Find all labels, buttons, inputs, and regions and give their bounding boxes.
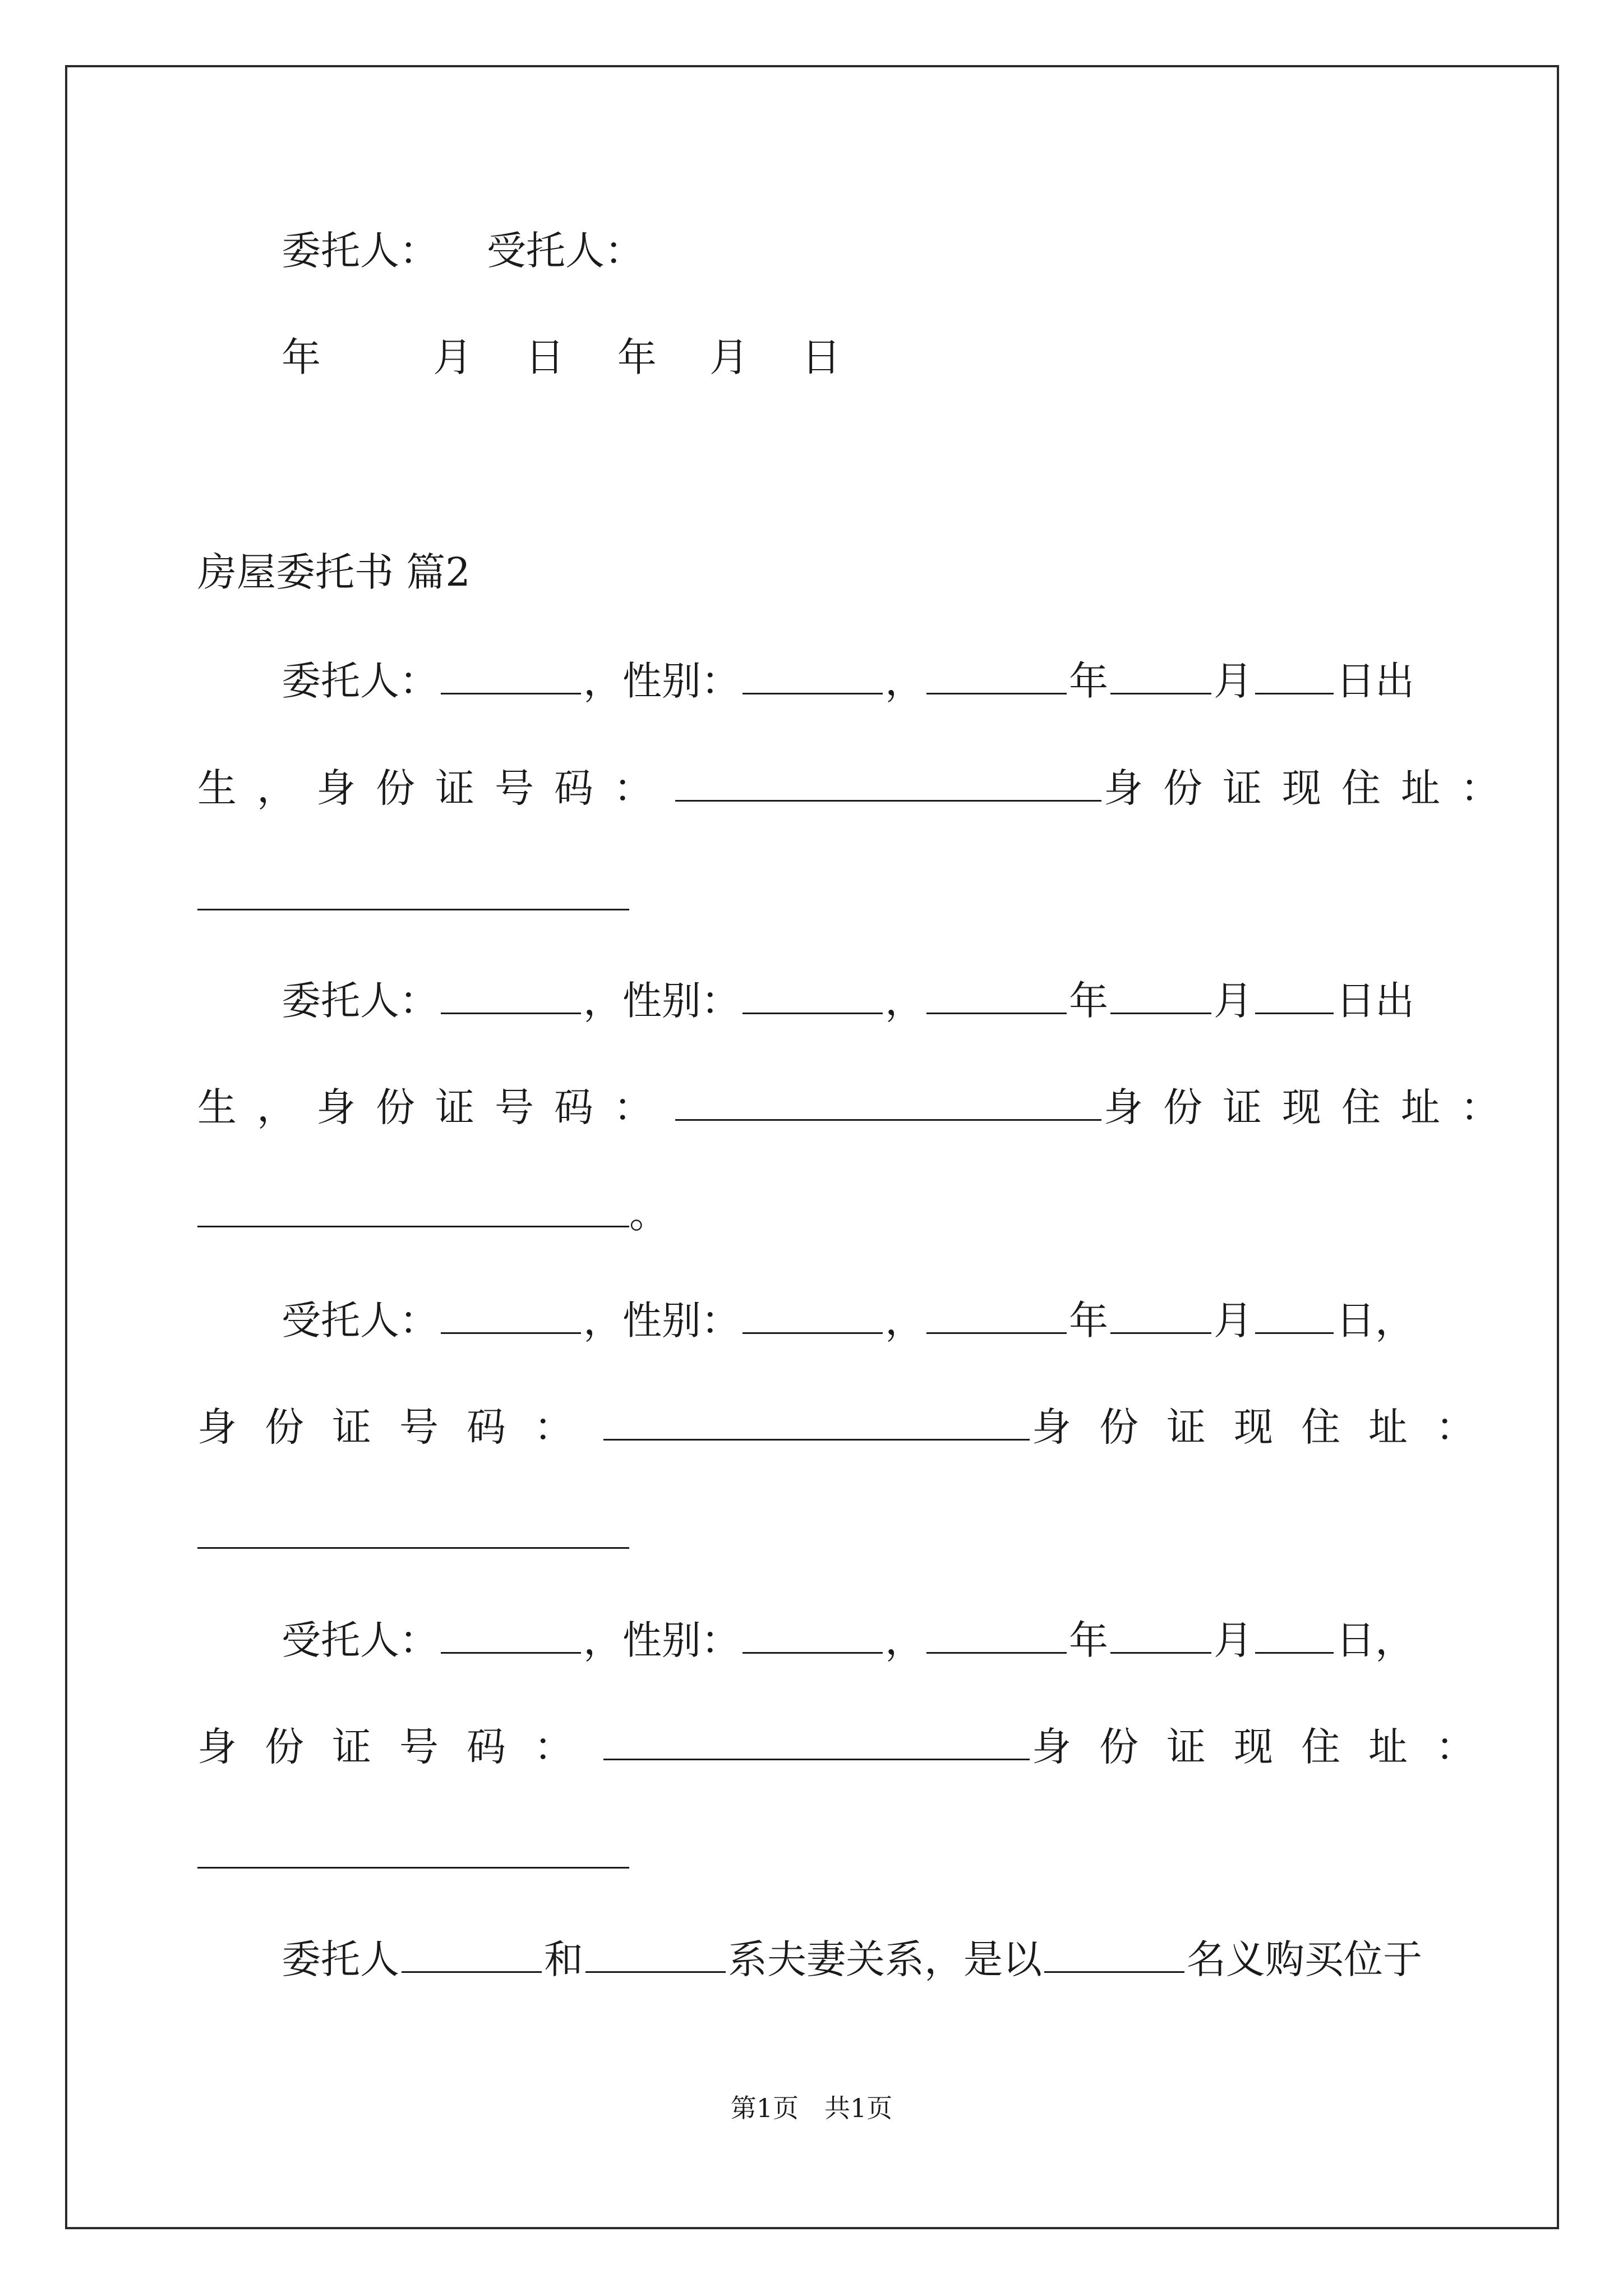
party-line-2 [197, 1401, 1503, 1452]
year-blank[interactable] [926, 1294, 1067, 1334]
signature-date-line [282, 332, 1515, 383]
address-blank[interactable] [197, 909, 629, 910]
address-line [197, 1188, 1431, 1239]
month-blank[interactable] [1110, 655, 1211, 694]
id-blank[interactable] [603, 1720, 1030, 1760]
party-line-2 [197, 762, 1520, 813]
day-blank[interactable] [1255, 655, 1334, 694]
party-line-1 [282, 1294, 1515, 1346]
address-blank[interactable] [197, 1188, 629, 1227]
role-label: 受托人： [282, 1297, 439, 1343]
party-line-2 [197, 1081, 1520, 1133]
agent-label: 受托人： [487, 228, 644, 274]
year-label: 年 [1069, 658, 1108, 704]
gender-blank[interactable] [743, 974, 883, 1014]
gender-label: ，性别： [583, 1617, 740, 1663]
role-label: 受托人： [282, 1617, 439, 1663]
gender-label: ，性别： [583, 978, 740, 1024]
address-blank[interactable] [197, 1547, 629, 1549]
month-label: 月 [1214, 1617, 1253, 1663]
text-part: 系夫妻关系，是以 [728, 1936, 1042, 1982]
day-label: 日出 [1336, 658, 1414, 704]
page-border [65, 65, 1559, 2229]
section-heading: 房屋委托书 篇2 [197, 549, 471, 595]
relationship-line [282, 1933, 1515, 1985]
name-blank[interactable] [1044, 1933, 1184, 1973]
id-blank[interactable] [675, 1081, 1101, 1121]
gender-label: ，性别： [583, 1297, 740, 1343]
id-label: 生，身份证号码： [197, 765, 673, 811]
year-blank[interactable] [926, 974, 1067, 1014]
address-blank[interactable] [197, 1867, 629, 1869]
text-part: 名义购买位于 [1187, 1936, 1422, 1982]
year-label: 年 [1069, 1617, 1108, 1663]
year-blank[interactable] [926, 1614, 1067, 1654]
day-blank[interactable] [1255, 1614, 1334, 1654]
party-line-1 [282, 655, 1515, 706]
month-blank[interactable] [1110, 1294, 1211, 1334]
party-line-2 [197, 1720, 1503, 1772]
day-label: 日， [1336, 1297, 1414, 1343]
gender-blank[interactable] [743, 1614, 883, 1654]
comma: ， [885, 978, 924, 1024]
name-blank[interactable] [585, 1933, 726, 1973]
year-label: 年 [1069, 1297, 1108, 1343]
comma: ， [885, 1617, 924, 1663]
month-label: 月 [1214, 1297, 1253, 1343]
month-blank[interactable] [1110, 974, 1211, 1014]
text-part: 委托人 [282, 1936, 399, 1982]
date-text: 年 月 日 年 月 日 [282, 334, 861, 380]
day-label: 日出 [1336, 978, 1414, 1024]
principal-label: 委托人： [282, 228, 439, 274]
page-footer: 第1页 共1页 [730, 2093, 893, 2123]
gender-label: ，性别： [583, 658, 740, 704]
party-line-1 [282, 974, 1515, 1026]
name-blank[interactable] [441, 655, 581, 694]
address-label: 身份证现住址： [1032, 1724, 1503, 1770]
gender-blank[interactable] [743, 655, 883, 694]
year-label: 年 [1069, 978, 1108, 1024]
role-label: 委托人： [282, 658, 439, 704]
id-blank[interactable] [675, 762, 1101, 802]
id-label: 身份证号码： [197, 1404, 601, 1450]
id-label: 身份证号码： [197, 1724, 601, 1770]
month-label: 月 [1214, 658, 1253, 704]
address-label: 身份证现住址： [1104, 1084, 1520, 1130]
day-label: 日， [1336, 1617, 1414, 1663]
name-blank[interactable] [441, 1614, 581, 1654]
month-label: 月 [1214, 978, 1253, 1024]
name-blank[interactable] [402, 1933, 542, 1973]
year-blank[interactable] [926, 655, 1067, 694]
text-part: 和 [544, 1936, 583, 1982]
period: 。 [629, 1191, 668, 1237]
address-label: 身份证现住址： [1032, 1404, 1503, 1450]
month-blank[interactable] [1110, 1614, 1211, 1654]
comma: ， [885, 1297, 924, 1343]
day-blank[interactable] [1255, 974, 1334, 1014]
name-blank[interactable] [441, 974, 581, 1014]
address-label: 身份证现住址： [1104, 765, 1520, 811]
party-line-1 [282, 1614, 1515, 1665]
id-label: 生，身份证号码： [197, 1084, 673, 1130]
id-blank[interactable] [603, 1401, 1030, 1441]
role-label: 委托人： [282, 978, 439, 1024]
gender-blank[interactable] [743, 1294, 883, 1334]
name-blank[interactable] [441, 1294, 581, 1334]
day-blank[interactable] [1255, 1294, 1334, 1334]
comma: ， [885, 658, 924, 704]
